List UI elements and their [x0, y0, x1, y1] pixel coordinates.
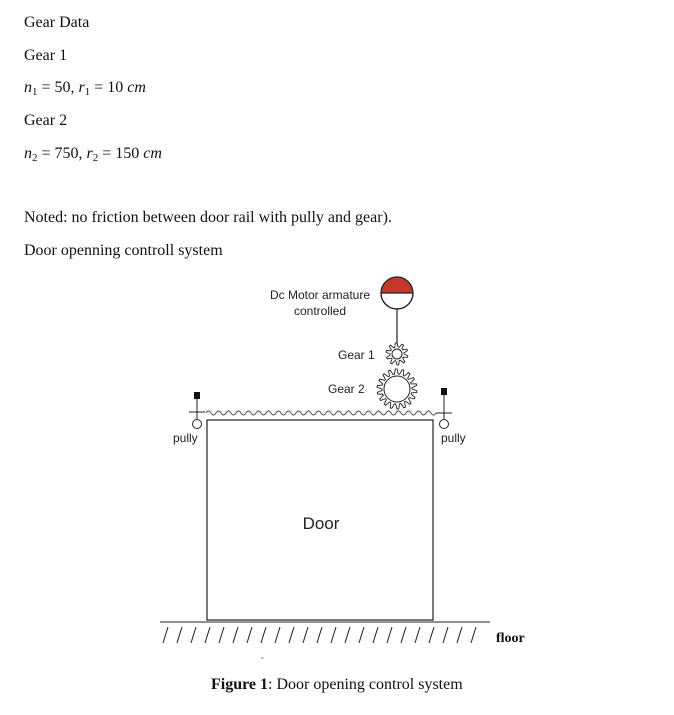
gear2-r-unit: cm — [143, 145, 162, 162]
gear1-r-unit: cm — [127, 79, 146, 96]
gear2-icon — [377, 369, 417, 409]
gear2-n-symbol: n — [24, 145, 32, 162]
motor-label-line1: Dc Motor armature — [269, 288, 371, 302]
system-subtitle: Door openning controll system — [24, 242, 223, 259]
left-pully-icon — [189, 392, 205, 429]
gear2-n-value: 750 — [54, 145, 79, 162]
gear1-label: Gear 1 — [338, 348, 375, 362]
dc-motor-icon — [381, 277, 413, 309]
gear1-n-value: 50 — [54, 79, 71, 96]
heading-gear-data: Gear Data — [24, 14, 90, 31]
door-label: Door — [302, 514, 340, 533]
gear2-r-subscript: 2 — [92, 152, 99, 164]
figure-caption-text: : Door opening control system — [268, 676, 463, 693]
door-system-diagram — [0, 262, 674, 672]
right-pully-label: pully — [441, 431, 466, 445]
floor-hatching — [160, 622, 490, 643]
left-pully-label: pully — [173, 431, 198, 445]
gear2-label: Gear 2 — [328, 382, 365, 396]
figure-caption-prefix: Figure 1 — [211, 676, 269, 693]
gear2-n-subscript: 2 — [32, 152, 38, 164]
door-rail — [206, 411, 436, 415]
floor-label: floor — [496, 631, 525, 646]
gear1-r-symbol: r — [78, 79, 85, 96]
gear2-heading: Gear 2 — [24, 112, 68, 129]
gear1-r-subscript: 1 — [84, 86, 91, 98]
gear2-equation: $n_2 = 750$, $r_2 = 150$ cm — [24, 145, 162, 164]
friction-note: Noted: no friction between door rail with pully and gear). — [24, 209, 392, 226]
gear1-heading: Gear 1 — [24, 47, 68, 64]
gear1-r-value: 10 — [107, 79, 124, 96]
gear1-equation: $n_1 = 50$, $r_1 = 10$ cm — [24, 79, 146, 98]
motor-label-line2: controlled — [293, 304, 347, 318]
stray-mark: ˘ — [261, 656, 264, 666]
gear2-r-value: 150 — [115, 145, 140, 162]
gear1-n-symbol: n — [24, 79, 32, 96]
gear1-icon — [386, 343, 408, 365]
figure-caption — [211, 676, 463, 694]
gear2-r-symbol: r — [86, 145, 93, 162]
right-pully-icon — [436, 388, 452, 429]
gear1-n-subscript: 1 — [32, 86, 38, 98]
